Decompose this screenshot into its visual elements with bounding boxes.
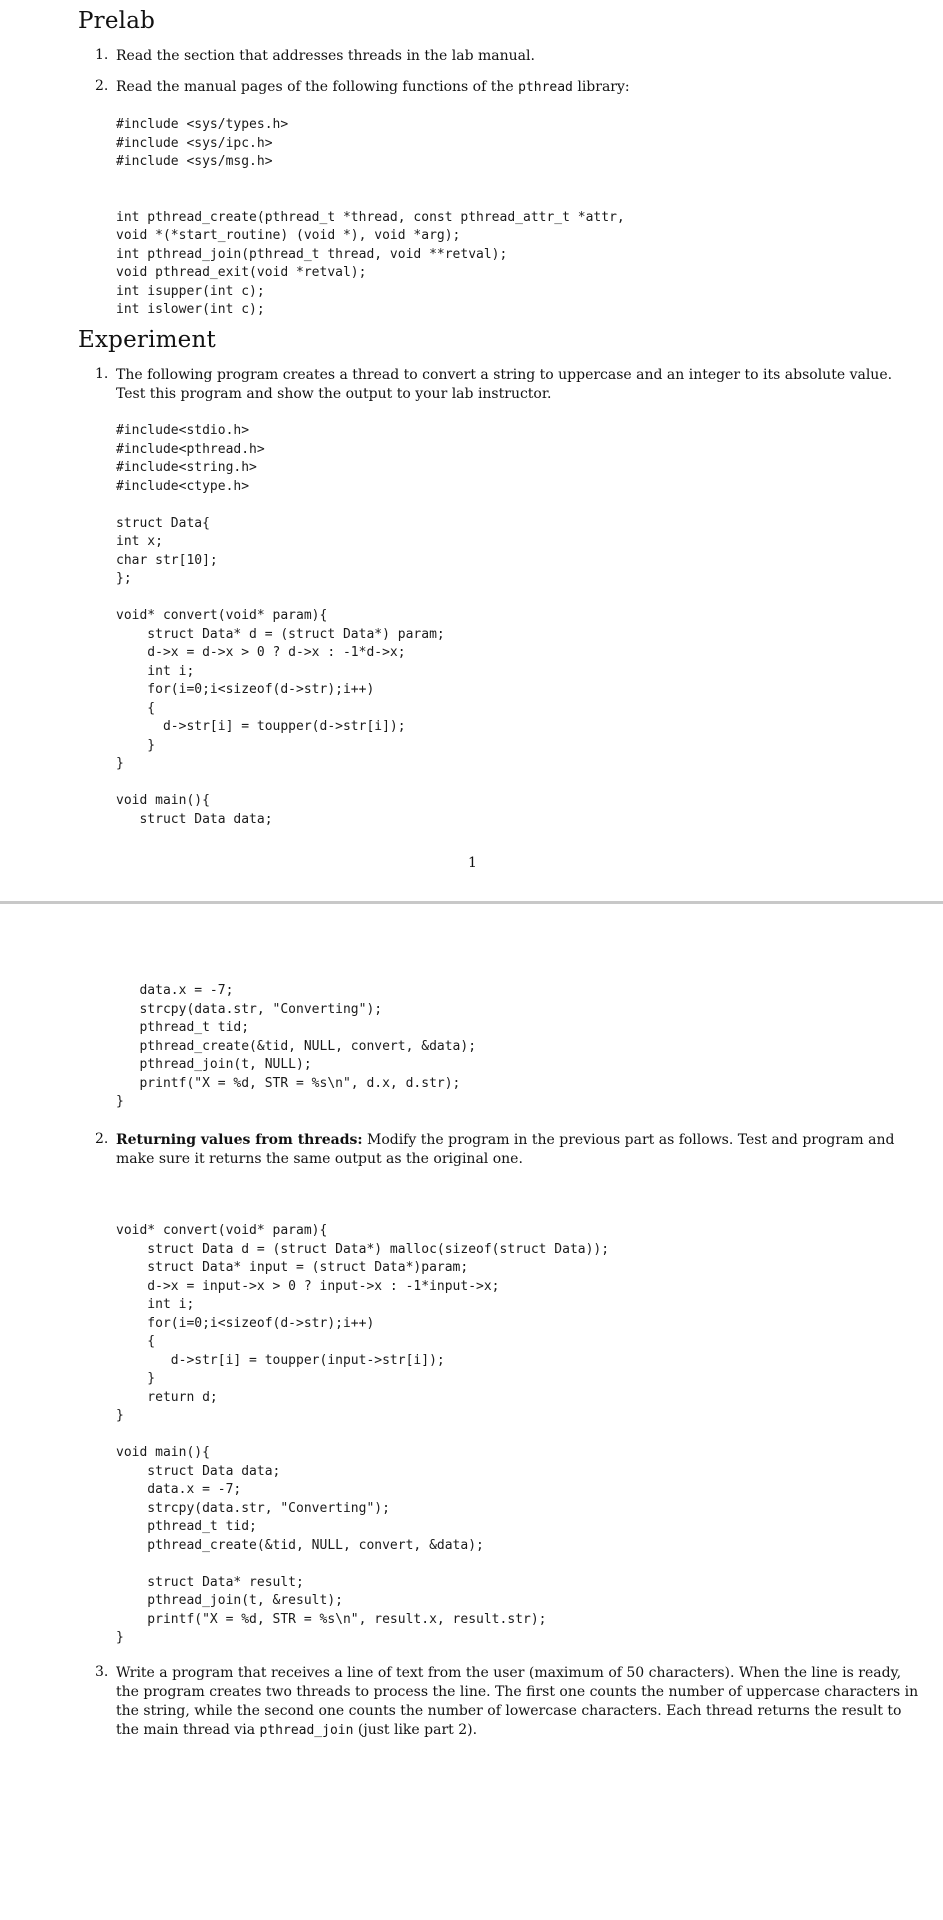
list-item-text: Test this program and show the output to your lab instructor. bbox=[116, 386, 552, 402]
program-code-block-continued: data.x = -7; strcpy(data.str, "Converting"); pthread_t tid; pthread_create(&tid, NULL, convert, &data); pthread_join(t, NULL); printf("X = %d, STR = %s\n", d.x, d.str); } bbox=[116, 983, 477, 1109]
page-number: 1 bbox=[468, 855, 477, 871]
prelab-code-block: #include <sys/types.h> #include <sys/ipc.h> #include <sys/msg.h> int pthread_create(pthread_t *thread, const pthread_attr_t *attr, void *(*start_routine) (void *), void *arg); int pthread_join(pthread_t thread, void **retval); void pthread_exit(void *retval); int isupper(int c); int islower(int c); bbox=[116, 117, 625, 317]
list-item-text: Write a program that receives a line of text from the user (maximum of 50 characters). When the line is ready, bbox=[116, 1665, 902, 1681]
list-number: 2. bbox=[95, 1131, 109, 1147]
page-divider bbox=[0, 901, 943, 904]
list-number: 2. bbox=[95, 78, 109, 94]
inline-code: pthread bbox=[518, 80, 573, 95]
program-code-block: #include<stdio.h> #include<pthread.h> #include<string.h> #include<ctype.h> struct Data{ int x; char str[10]; }; void* convert(void* param){ struct Data* d = (struct Data*) param; d->x = d->x > 0 ? d->x : -1*d->x; int i; for(i=0;i<sizeof(d->str);i++) { d->str[i] = toupper(d->str[i]); } } void main(){ struct Data data; bbox=[116, 423, 445, 827]
bold-label: Returning values from threads: bbox=[116, 1132, 363, 1148]
list-item-text: Read the manual pages of the following functions of the pthread library: bbox=[116, 79, 630, 95]
list-number: 1. bbox=[95, 47, 109, 63]
list-item-text: The following program creates a thread to convert a string to uppercase and an integer to its absolute value. bbox=[116, 367, 893, 383]
prelab-heading: Prelab bbox=[78, 8, 156, 34]
experiment-heading: Experiment bbox=[78, 327, 216, 353]
inline-code: pthread_join bbox=[259, 1723, 354, 1738]
list-item-text: the main thread via pthread_join (just like part 2). bbox=[116, 1722, 478, 1738]
list-item-text: Read the section that addresses threads in the lab manual. bbox=[116, 48, 535, 64]
list-item-text: make sure it returns the same output as the original one. bbox=[116, 1151, 523, 1167]
list-number: 3. bbox=[95, 1664, 109, 1680]
list-item-text: Returning values from threads: Modify the program in the previous part as follows. Test and program and bbox=[116, 1132, 895, 1148]
list-number: 1. bbox=[95, 366, 109, 382]
modified-code-block: void* convert(void* param){ struct Data d = (struct Data*) malloc(sizeof(struct Data)); struct Data* input = (struct Data*)param; d->x = input->x > 0 ? input->x : -1*input->x; int i; for(i=0;i<sizeof(d->str);i++) { d->str[i] = toupper(input->str[i]); } return d; } void main(){ struct Data data; data.x = -7; strcpy(data.str, "Converting"); pthread_t tid; pthread_create(&tid, NULL, convert, &data); struct Data* result; pthread_join(t, &result); printf("X = %d, STR = %s\n", result.x, result.str); } bbox=[116, 1223, 610, 1645]
list-item-text: the string, while the second one counts the number of lowercase characters. Each thread returns the result to bbox=[116, 1703, 902, 1719]
list-item-text: the program creates two threads to process the line. The first one counts the number of uppercase characters in bbox=[116, 1684, 919, 1700]
